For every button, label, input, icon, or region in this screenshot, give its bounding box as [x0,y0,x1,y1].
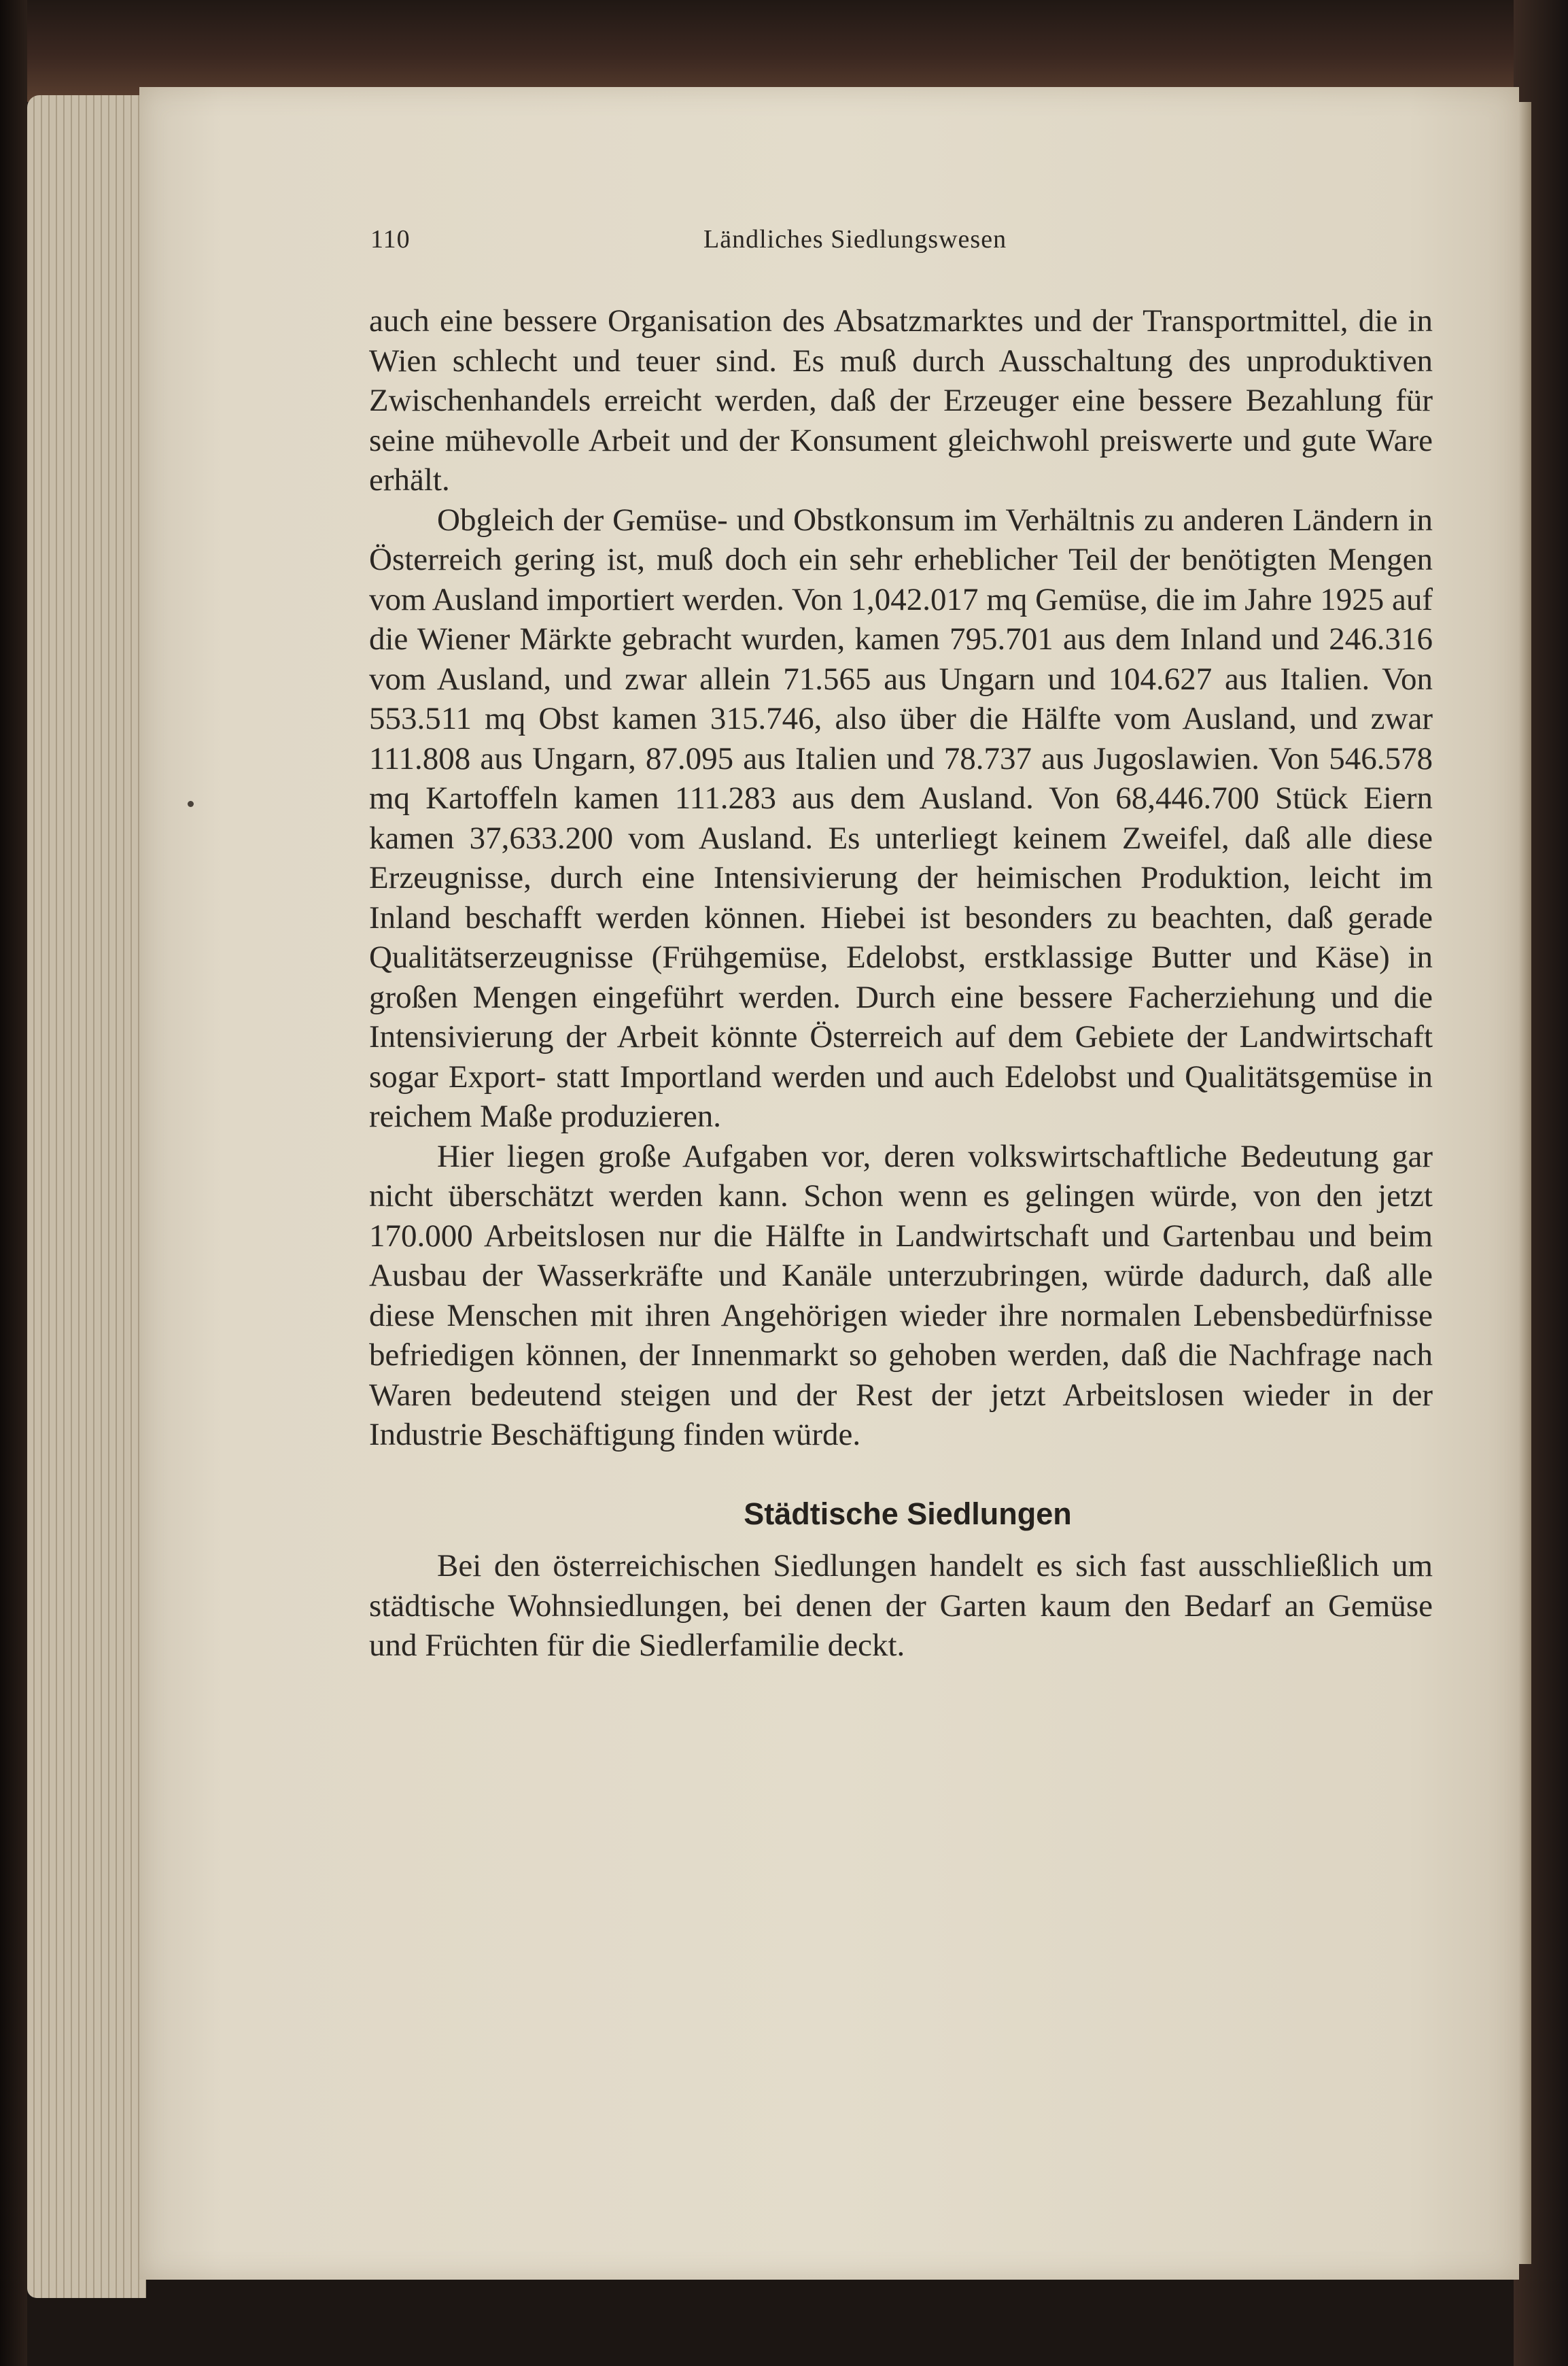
section-heading: Städtische Siedlungen [744,1496,1072,1531]
paragraph-continuation: auch eine bessere Organisation des Absatzmarktes und der Transportmittel, die in Wien schlecht und teuer sind. Es muß durch Ausschaltung des unproduktiven Zwischenhandels erreicht werden, daß der Erzeuger eine bessere Bezahlung für seine mühevolle Arbeit und der Konsument gleichwohl preiswerte und gute Ware erhält. [369,303,1433,498]
page-header [370,224,1125,258]
paragraph-unemployment: Hier liegen große Aufgaben vor, deren volkswirtschaftliche Bedeutung gar nicht überschätzt werden kann. Schon wenn es gelingen würde, von den jetzt 170.000 Arbeitslosen nur die Hälfte in Landwirtschaft und Gartenbau und beim Ausbau der Wasserkräfte und Kanäle unterzubringen, würde dadurch, daß alle diese Menschen mit ihren Angehörigen wieder ihre normalen Lebensbedürfnisse befriedigen können, der Innenmarkt so gehoben werden, daß die Nachfrage nach Waren bedeutend steigen und der Rest der jetzt Arbeitslosen wieder in der Industrie Beschäftigung finden würde. [369,1138,1433,1452]
page-number: 110 [370,225,411,254]
stacked-page-edges [27,95,146,2298]
paragraph-imports: Obgleich der Gemüse- und Obstkonsum im Verhältnis zu anderen Ländern in Österreich gering ist, muß doch ein sehr erheblicher Teil der benötigten Mengen vom Ausland importiert werden. Von 1,042.017 mq Gemüse, die im Jahre 1925 auf die Wiener Märkte gebracht wurden, kamen 795.701 aus dem Inland und 246.316 vom Ausland, und zwar allein 71.565 aus Ungarn und 104.627 aus Italien. Von 553.511 mq Obst kamen 315.746, also über die Hälfte vom Ausland, und zwar 111.808 aus Ungarn, 87.095 aus Italien und 78.737 aus Jugoslawien. Von 546.578 mq Kartoffeln kamen 111.283 aus dem Ausland. Von 68,446.700 Stück Eiern kamen 37,633.200 vom Ausland. Es unterliegt keinem Zweifel, daß alle diese Erzeugnisse, durch eine Intensivierung der heimischen Produktion, leicht im Inland beschafft werden können. Hiebei ist besonders zu beachten, daß gerade Qualitätserzeugnisse (Frühgemüse, Edelobst, erstklassige Butter und Käse) in großen Mengen eingeführt werden. Durch eine bessere Facherziehung und die Intensivierung der Arbeit könnte Österreich auf dem Gebiete der Landwirtschaft sogar Export- statt Importland werden und auch Edelobst und Qualitätsgemüse in reichem Maße produzieren. [369,502,1433,1134]
page-body [369,301,1433,1666]
running-title: Ländliches Siedlungswesen [703,225,1007,254]
margin-dot-mark [188,801,194,807]
paragraph-urban-settlements: Bei den österreichischen Siedlungen handelt es sich fast ausschließlich um städtische Wohnsiedlungen, bei denen der Garten kaum den Bedarf an Gemüse und Früchten für die Siedlerfamilie deckt. [369,1548,1433,1663]
book-cover-left-edge [0,0,27,2366]
